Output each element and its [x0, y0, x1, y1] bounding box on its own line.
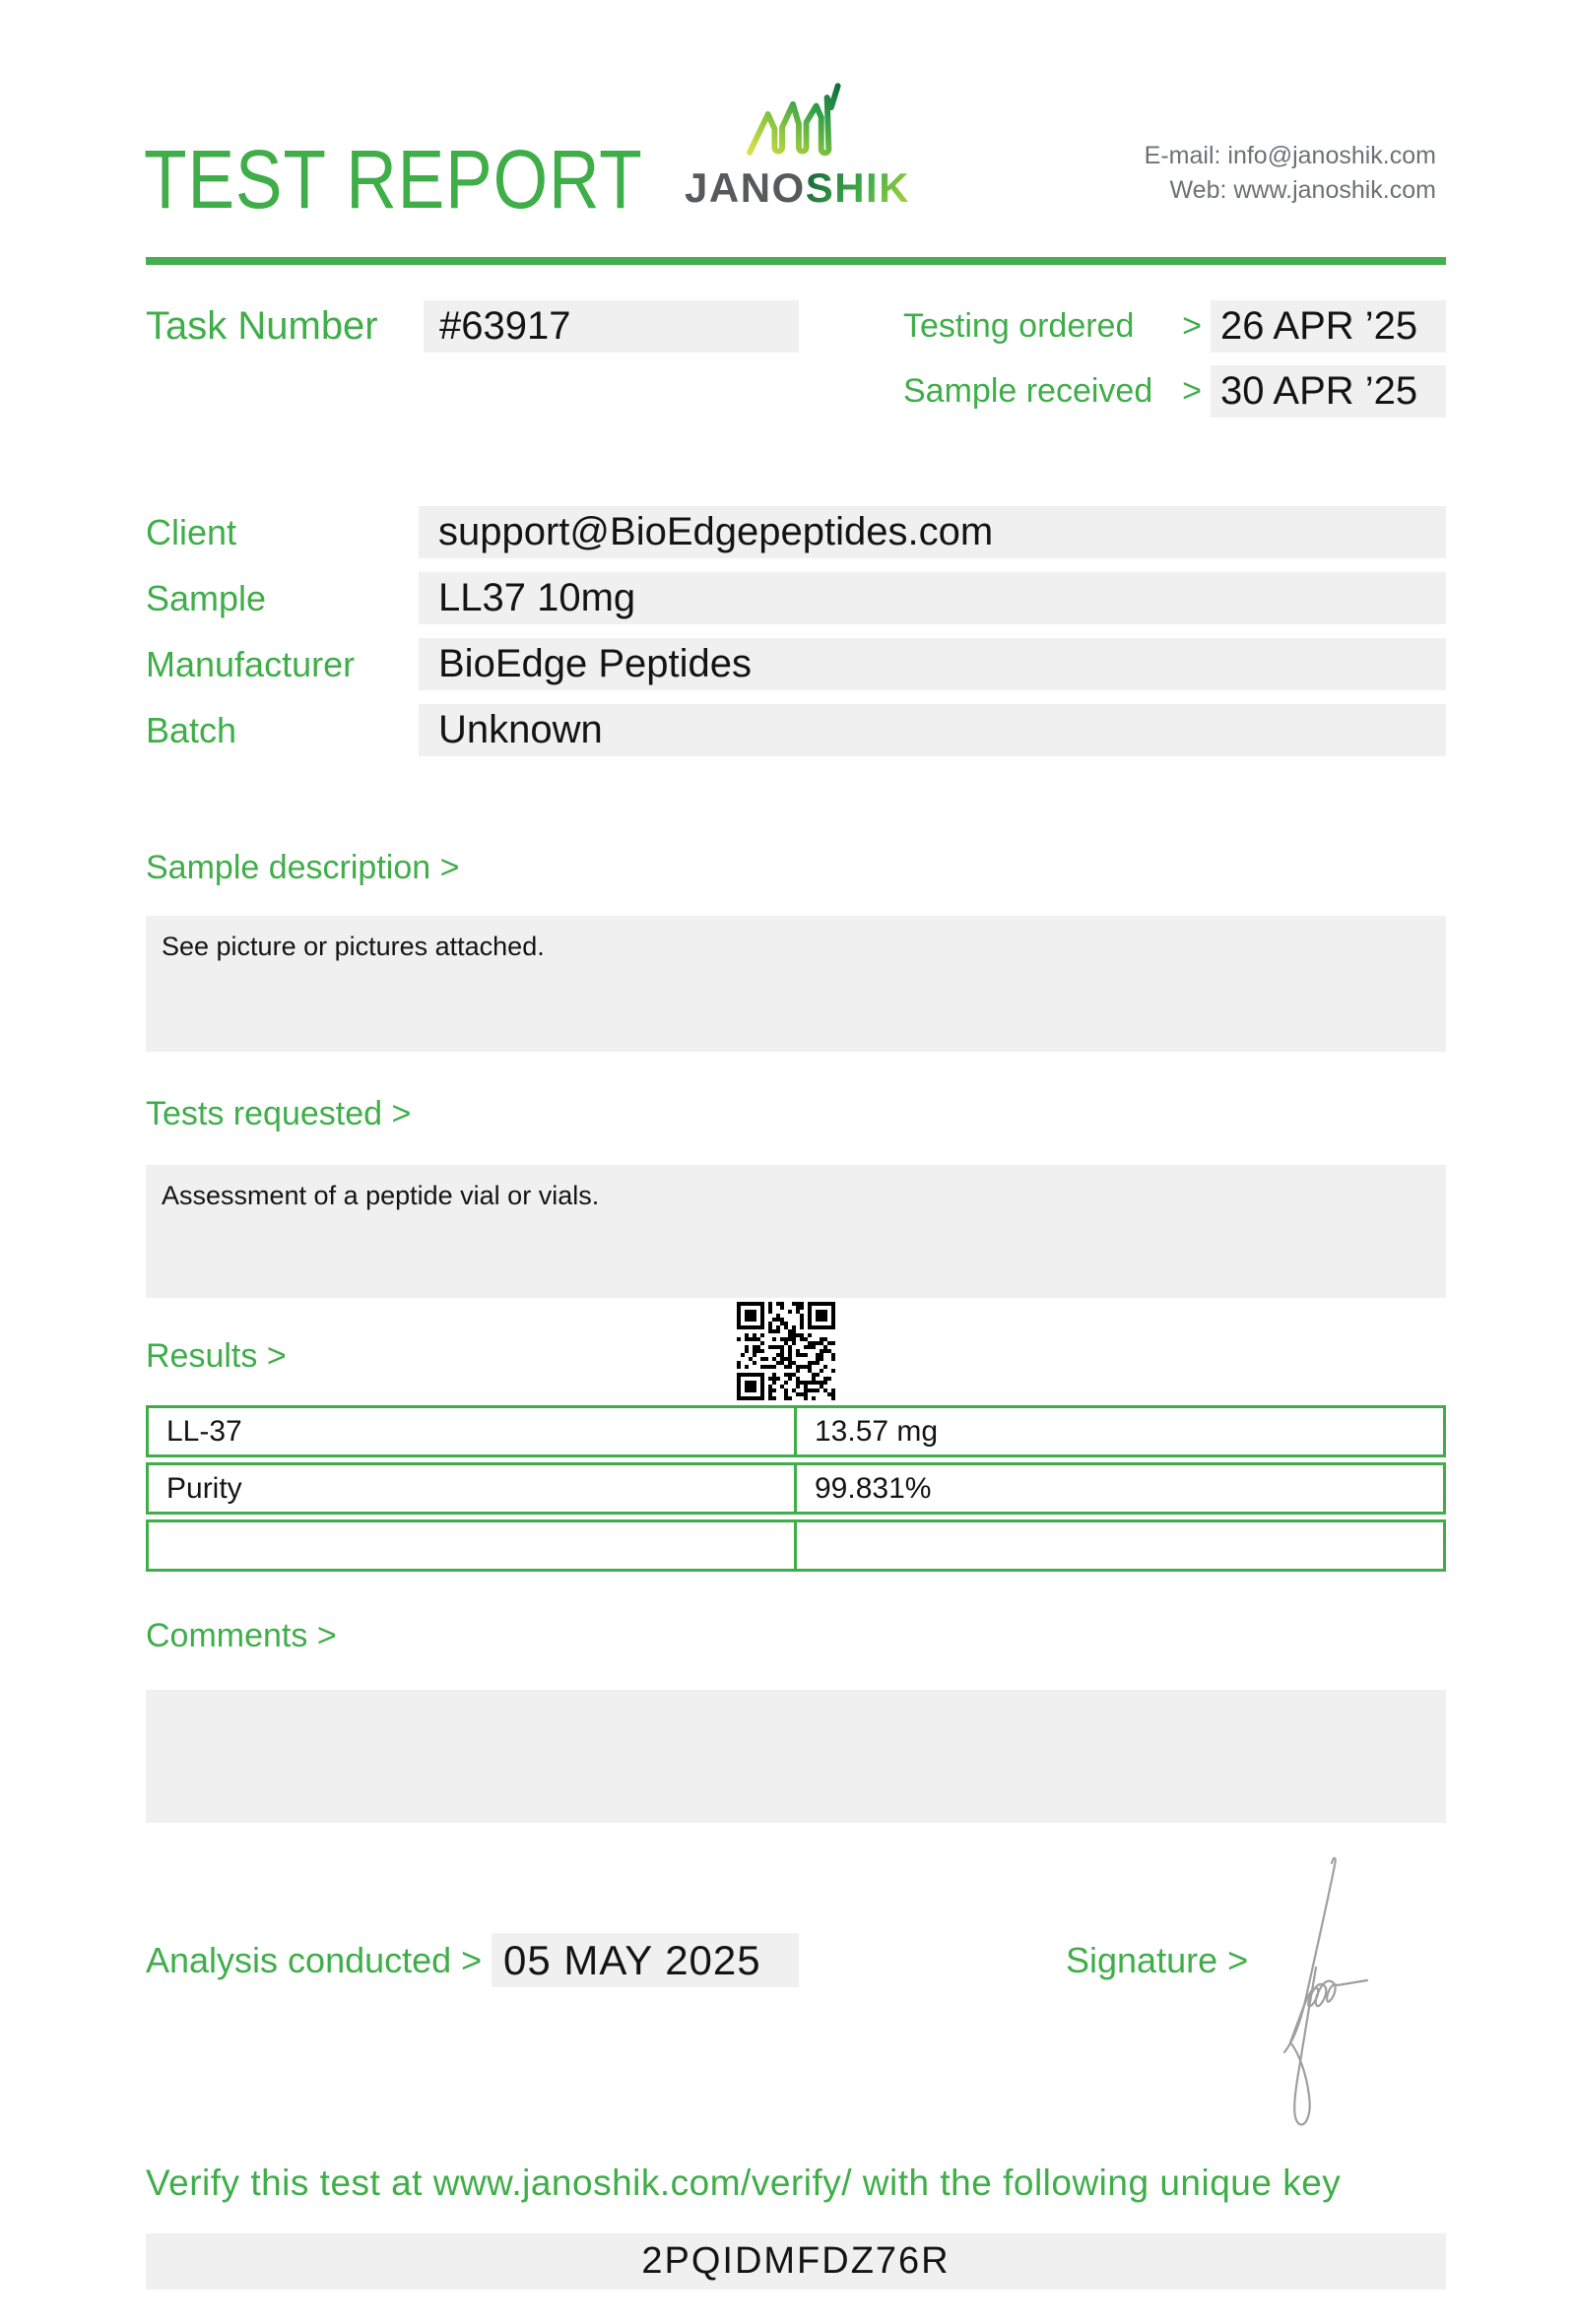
contact-email: E-mail: info@janoshik.com — [1144, 142, 1436, 169]
tests-requested-heading: Tests requested > — [146, 1095, 412, 1132]
logo-text-shik: SHIK — [805, 164, 911, 211]
result-name-cell — [146, 1519, 797, 1572]
contact-block — [1145, 139, 1436, 208]
tests-requested-box: Assessment of a peptide vial or vials. — [146, 1165, 1446, 1298]
sample-label: Sample — [146, 577, 267, 618]
signature-image — [1271, 1849, 1399, 2140]
client-value: support@BioEdgepeptides.com — [419, 506, 1446, 558]
comments-box — [146, 1690, 1446, 1823]
comments-heading: Comments > — [146, 1617, 337, 1654]
result-name-cell: LL-37 — [146, 1405, 797, 1457]
qr-code — [737, 1302, 835, 1400]
chevron-right-icon: > — [1182, 372, 1202, 410]
analysis-conducted-label: Analysis conducted > — [146, 1939, 483, 1980]
task-number-value: #63917 — [424, 300, 799, 353]
analysis-conducted-value: 05 MAY 2025 — [492, 1933, 799, 1987]
manufacturer-label: Manufacturer — [146, 643, 356, 684]
sample-value: LL37 10mg — [419, 572, 1446, 624]
batch-label: Batch — [146, 709, 237, 750]
chevron-right-icon: > — [1182, 307, 1202, 345]
verify-key: 2PQIDMFDZ76R — [641, 2240, 951, 2282]
result-name-cell: Purity — [146, 1462, 797, 1515]
contact-web: Web: www.janoshik.com — [1169, 176, 1436, 204]
client-label: Client — [146, 511, 237, 552]
results-heading: Results > — [146, 1337, 287, 1375]
sample-description-heading: Sample description > — [146, 849, 460, 886]
header-divider — [146, 257, 1446, 265]
results-table-row — [146, 1519, 1446, 1572]
testing-ordered-label: Testing ordered > — [903, 307, 1202, 345]
janoshik-logo — [685, 164, 911, 211]
page-title: TEST REPORT — [144, 133, 643, 226]
sample-description-box: See picture or pictures attached. — [146, 916, 1446, 1052]
verify-instruction: Verify this test at www.janoshik.com/verify/ with the following unique key — [146, 2163, 1342, 2203]
janoshik-logo-icon — [745, 79, 841, 160]
task-number-label: Task Number — [146, 304, 378, 348]
result-value-cell: 13.57 mg — [797, 1405, 1446, 1457]
results-table-row — [146, 1462, 1446, 1515]
result-value-cell — [797, 1519, 1446, 1572]
signature-label: Signature > — [1066, 1939, 1249, 1980]
manufacturer-value: BioEdge Peptides — [419, 638, 1446, 690]
sample-received-label: Sample received > — [903, 372, 1202, 410]
logo-text-jano: JANO — [685, 164, 806, 211]
batch-value: Unknown — [419, 704, 1446, 756]
sample-received-value: 30 APR ’25 — [1211, 365, 1446, 418]
result-value-cell: 99.831% — [797, 1462, 1446, 1515]
testing-ordered-value: 26 APR ’25 — [1211, 300, 1446, 353]
results-table-row — [146, 1405, 1446, 1457]
verify-key-box — [146, 2233, 1446, 2290]
